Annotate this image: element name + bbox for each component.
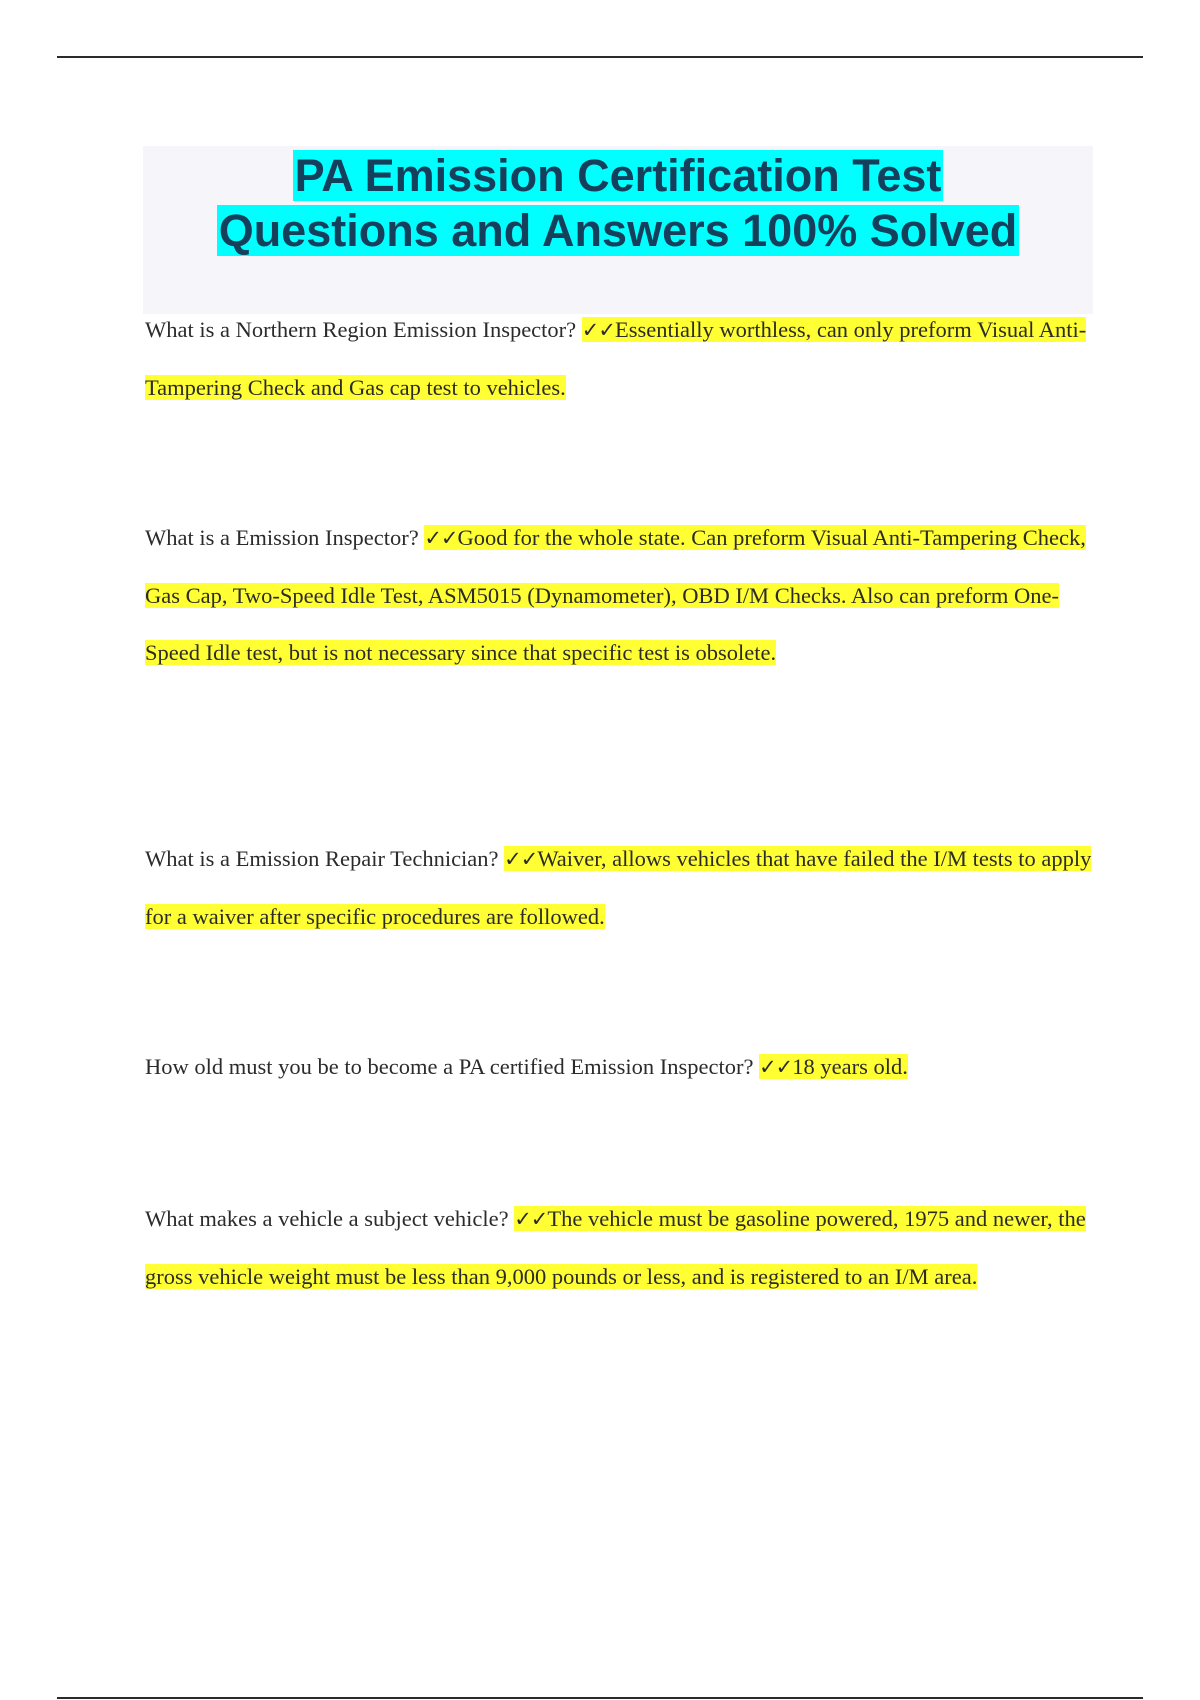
answer-text: Waiver, allows vehicles that have failed the I/M tests to apply for a waiver after specific procedures are followed. <box>145 846 1092 929</box>
answer-text: 18 years old. <box>792 1054 908 1079</box>
qa-item <box>145 1038 1100 1096</box>
answer-text: Good for the whole state. Can preform Visual Anti-Tampering Check, Gas Cap, Two-Speed Idle Test, ASM5015 (Dynamometer), OBD I/M Checks. Also can preform One-Speed Idle test, but is not necessary since that specific test is obsolete. <box>145 525 1086 665</box>
question-text: What is a Northern Region Emission Inspector? <box>145 317 577 342</box>
question-text: What is a Emission Inspector? <box>145 525 419 550</box>
bottom-rule <box>57 1697 1143 1699</box>
question-text: What is a Emission Repair Technician? <box>145 846 499 871</box>
answer-text: Essentially worthless, can only preform Visual Anti-Tampering Check and Gas cap test to vehicles. <box>145 317 1087 400</box>
answer-text: The vehicle must be gasoline powered, 1975 and newer, the gross vehicle weight must be less than 9,000 pounds or less, and is registered to an I/M area. <box>145 1206 1086 1289</box>
top-rule <box>57 56 1143 58</box>
double-check-icon: ✓✓ <box>504 847 538 871</box>
qa-item <box>145 830 1100 945</box>
answer-highlight <box>759 1054 908 1079</box>
double-check-icon: ✓✓ <box>581 318 615 342</box>
qa-item <box>145 301 1100 416</box>
qa-item <box>145 1190 1100 1305</box>
question-text: How old must you be to become a PA certified Emission Inspector? <box>145 1054 754 1079</box>
double-check-icon: ✓✓ <box>514 1207 548 1231</box>
qa-item <box>145 509 1100 681</box>
question-text: What makes a vehicle a subject vehicle? <box>145 1206 509 1231</box>
title-box <box>143 146 1093 314</box>
title-line-2: Questions and Answers 100% Solved <box>218 205 1018 256</box>
title-line-1: PA Emission Certification Test <box>294 150 942 201</box>
double-check-icon: ✓✓ <box>759 1055 793 1079</box>
document-title <box>143 146 1093 258</box>
double-check-icon: ✓✓ <box>424 526 458 550</box>
